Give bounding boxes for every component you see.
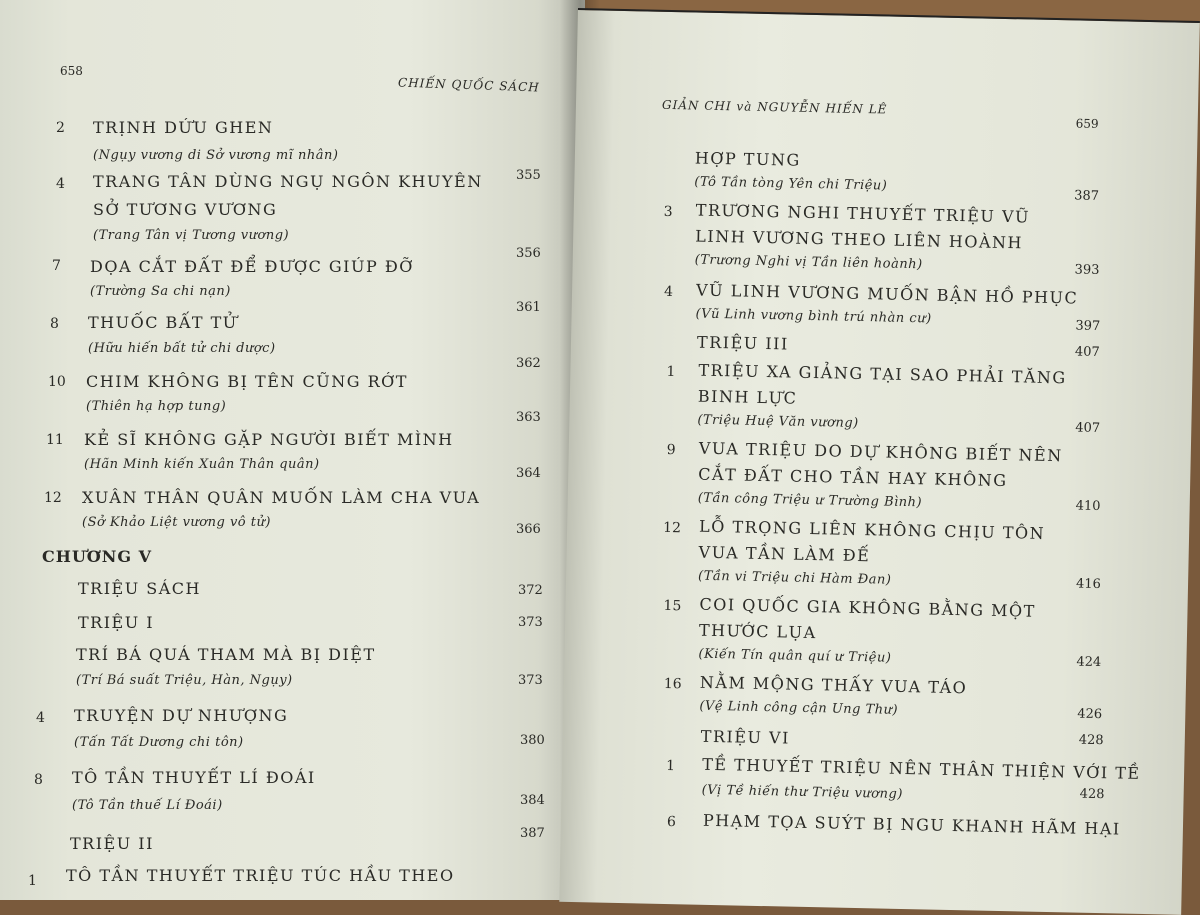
entry-title-cont: HỢP TUNG <box>694 148 801 170</box>
entry-subtitle: (Tấn Tất Dương chi tôn) <box>74 735 244 750</box>
entry-subtitle: (Thiên hạ hợp tung) <box>86 399 227 414</box>
entry-number: 8 <box>34 772 43 788</box>
section-page: 372 <box>518 583 543 598</box>
entry-title: TRIỆU XA GIẢNG TẠI SAO PHẢI TĂNG <box>698 360 1067 388</box>
section-page: 387 <box>520 826 545 841</box>
entry-number: 12 <box>44 490 62 506</box>
section-title: TRIỆU SÁCH <box>78 579 201 598</box>
entry-page: 428 <box>1079 786 1105 803</box>
entry-page: 355 <box>516 168 541 183</box>
entry-page: 424 <box>1076 654 1102 671</box>
entry-title-cont: THƯỚC LỤA <box>698 620 817 643</box>
entry-subtitle: (Vị Tề hiến thư Triệu vương) <box>701 782 904 802</box>
entry-subtitle: (Vệ Linh công cận Ung Thư) <box>699 698 899 718</box>
entry-page: 407 <box>1075 420 1101 437</box>
entry-title-cont: CẮT ĐẤT CHO TẦN HAY KHÔNG <box>698 464 1008 491</box>
entry-subtitle: (Tần vi Triệu chi Hàm Đan) <box>697 568 892 588</box>
entry-page: 362 <box>516 356 541 371</box>
entry-subtitle: (Vũ Linh vương bình trú nhàn cư) <box>695 306 932 327</box>
entry-number: 4 <box>56 176 65 192</box>
entry-page: 380 <box>520 733 545 748</box>
entry-subtitle: (Trương Nghi vị Tần liên hoành) <box>694 252 923 273</box>
right-page <box>559 8 1200 915</box>
section-page: 407 <box>1074 344 1100 361</box>
entry-subtitle: (Tô Tần tòng Yên chi Triệu) <box>694 174 888 194</box>
entry-subtitle: (Trang Tân vị Tương vương) <box>93 228 290 243</box>
entry-page: 366 <box>516 522 541 537</box>
entry-page: 384 <box>520 793 545 808</box>
entry-subtitle: (Hữu hiến bất tử chi dược) <box>88 341 276 356</box>
entry-number: 8 <box>50 316 59 332</box>
entry-page: 373 <box>518 673 543 688</box>
entry-page: 364 <box>516 466 541 481</box>
entry-page: 363 <box>516 410 541 425</box>
entry-page: 416 <box>1075 576 1102 593</box>
entry-number: 4 <box>36 710 45 726</box>
entry-title: TỀ THUYẾT TRIỆU NÊN THÂN THIỆN VỚI TỀ <box>701 754 1141 783</box>
entry-title: PHẠM TỌA SUÝT BỊ NGU KHANH HÃM HẠI <box>702 810 1121 839</box>
entry-title-cont: VUA TẦN LÀM ĐẾ <box>698 542 871 566</box>
entry-title: COI QUỐC GIA KHÔNG BẰNG MỘT <box>699 594 1036 621</box>
entry-title: DỌA CẮT ĐẤT ĐỂ ĐƯỢC GIÚP ĐỠ <box>90 257 414 276</box>
page-number: 658 <box>60 64 83 78</box>
entry-subtitle: (Tần công Triệu ư Trường Bình) <box>697 490 923 511</box>
entry-subtitle: (Kiến Tín quân quí ư Triệu) <box>698 646 892 666</box>
entry-title: TRUYỆN DỰ NHƯỢNG <box>74 706 289 725</box>
entry-page: 361 <box>516 300 541 315</box>
entry-number: 1 <box>28 873 37 889</box>
entry-title: TRỊNH DỨU GHEN <box>93 118 274 137</box>
section-page: 373 <box>518 615 543 630</box>
section-title: TRIỆU II <box>70 834 154 853</box>
entry-number: 10 <box>48 374 66 390</box>
running-header: CHIẾN QUỐC SÁCH <box>397 75 540 95</box>
entry-number: 12 <box>662 519 682 537</box>
entry-title: KẺ SĨ KHÔNG GẶP NGƯỜI BIẾT MÌNH <box>84 430 454 449</box>
entry-subtitle: (Trí Bá suất Triệu, Hàn, Ngụy) <box>76 673 293 688</box>
entry-number: 3 <box>663 203 673 221</box>
entry-number: 16 <box>663 675 682 693</box>
section-title: TRIỆU I <box>78 613 155 632</box>
entry-title: TÔ TẦN THUYẾT LÍ ĐOÁI <box>72 768 316 787</box>
entry-number: 15 <box>663 597 682 615</box>
entry-title: TRANG TÂN DÙNG NGỤ NGÔN KHUYÊN <box>93 172 483 191</box>
entry-title: TÔ TẦN THUYẾT TRIỆU TÚC HẦU THEO <box>66 866 455 885</box>
entry-subtitle: (Ngụy vương di Sở vương mĩ nhân) <box>93 148 339 163</box>
entry-subtitle: (Hãn Minh kiến Xuân Thân quân) <box>84 457 320 472</box>
section-page: 428 <box>1078 732 1104 749</box>
entry-page: 426 <box>1077 706 1103 723</box>
entry-subtitle: (Triệu Huệ Văn vương) <box>697 412 859 431</box>
entry-title-cont: BINH LỰC <box>697 386 798 408</box>
entry-title-cont: SỞ TƯƠNG VƯƠNG <box>93 200 278 219</box>
entry-page: 356 <box>516 246 541 261</box>
entry-number: 4 <box>663 283 674 301</box>
entry-page: 410 <box>1075 498 1101 515</box>
chapter-heading: CHƯƠNG V <box>42 547 153 566</box>
entry-subtitle: (Sở Khảo Liệt vương vô tử) <box>82 515 271 530</box>
entry-title: LỖ TRỌNG LIÊN KHÔNG CHỊU TÔN <box>698 516 1046 543</box>
entry-title: TRÍ BÁ QUÁ THAM MÀ BỊ DIỆT <box>76 645 376 664</box>
entry-page: 397 <box>1075 318 1101 335</box>
entry-title: VŨ LINH VƯƠNG MUỐN BẬN HỒ PHỤC <box>695 280 1079 308</box>
entry-page: 393 <box>1074 262 1100 278</box>
entry-title: TRƯƠNG NGHI THUYẾT TRIỆU VŨ <box>695 200 1031 227</box>
entry-number: 1 <box>665 758 676 775</box>
entry-title: XUÂN THÂN QUÂN MUỐN LÀM CHA VUA <box>82 488 481 507</box>
entry-title-cont: LINH VƯƠNG THEO LIÊN HOÀNH <box>695 226 1024 253</box>
entry-page: 387 <box>1074 188 1100 204</box>
left-page <box>0 0 585 900</box>
running-header: GIẢN CHI và NGUYỄN HIẾN LÊ <box>661 97 888 117</box>
entry-number: 1 <box>666 363 676 381</box>
entry-number: 2 <box>56 120 65 136</box>
entry-title: THUỐC BẤT TỬ <box>88 313 238 332</box>
page-number: 659 <box>1075 116 1099 131</box>
entry-number: 11 <box>46 432 64 448</box>
entry-title: VUA TRIỆU DO DỰ KHÔNG BIẾT NÊN <box>698 438 1063 466</box>
entry-number: 7 <box>52 258 61 274</box>
entry-number: 9 <box>666 441 676 459</box>
section-title: TRIỆU III <box>696 332 789 354</box>
entry-number: 6 <box>666 814 677 831</box>
entry-title: NẰM MỘNG THẤY VUA TÁO <box>699 672 968 698</box>
entry-subtitle: (Trường Sa chi nạn) <box>90 284 231 299</box>
section-title: TRIỆU VI <box>700 726 791 748</box>
entry-title: CHIM KHÔNG BỊ TÊN CŨNG RỚT <box>86 372 408 391</box>
entry-subtitle: (Tô Tần thuế Lí Đoái) <box>72 798 223 813</box>
